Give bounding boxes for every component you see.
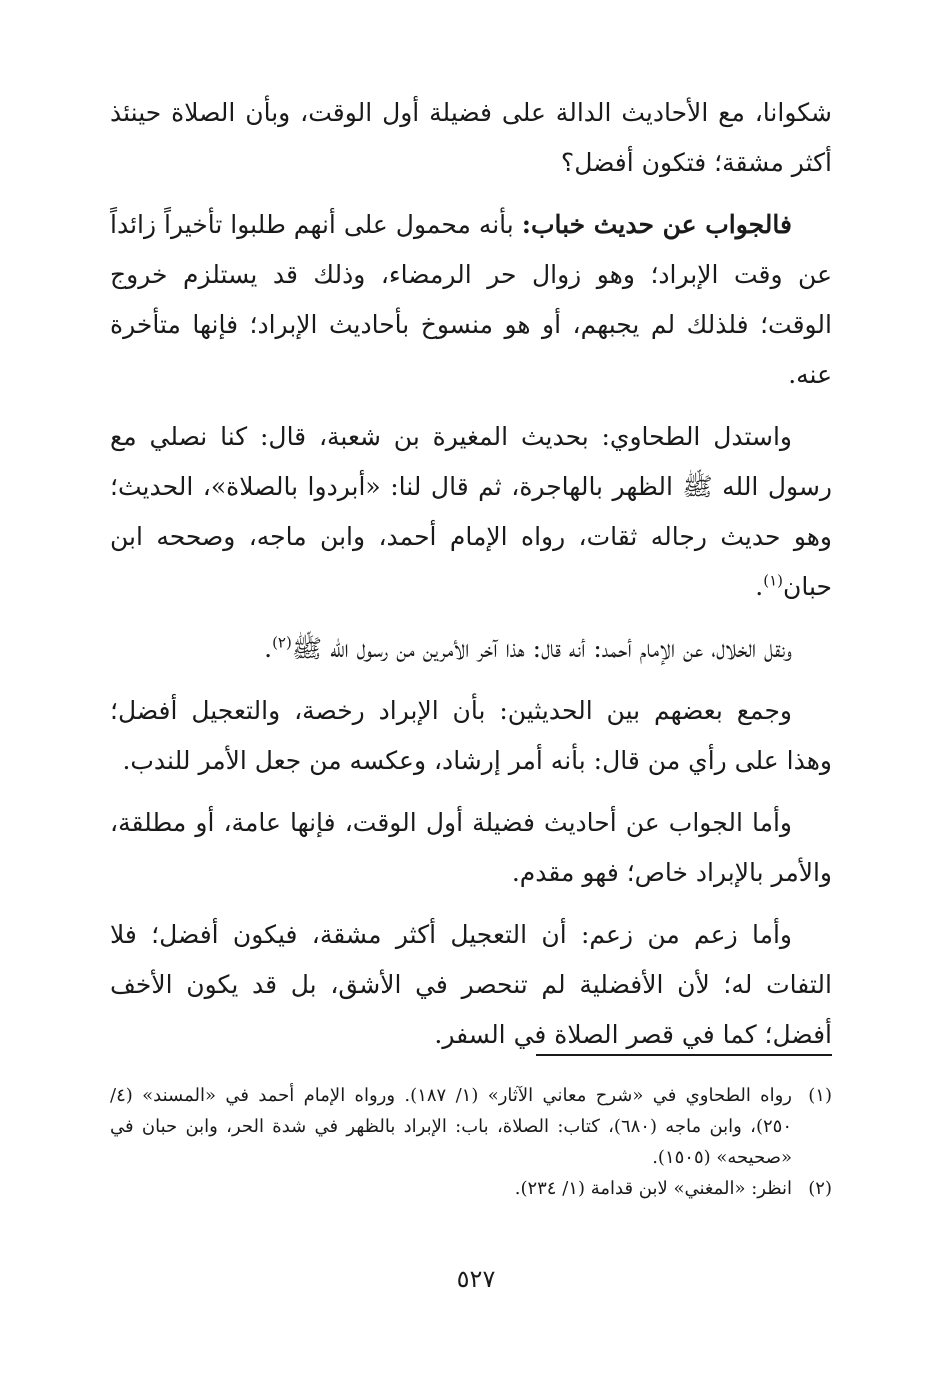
paragraph-text: وجمع بعضهم بين الحديثين: بأن الإبراد رخصة، والتعجيل أفضل؛ وهذا على رأي من قال: بأنه أمر إرشاد، وعكسه من جعل الأمر للندب. (110, 696, 832, 775)
paragraph-answer-first-time (110, 798, 832, 898)
paragraph-end: . (755, 572, 764, 601)
paragraph-end: . (264, 634, 273, 663)
paragraph-tahawi (110, 412, 832, 612)
paragraph-reconcile (110, 686, 832, 786)
footnote-divider (536, 1054, 832, 1056)
footnotes (110, 1080, 832, 1204)
paragraph-hardship (110, 910, 832, 1060)
footnote-2 (110, 1173, 832, 1204)
paragraph-text: وأما الجواب عن أحاديث فضيلة أول الوقت، فإنها عامة، أو مطلقة، والأمر بالإبراد خاص؛ فهو مقدم. (110, 808, 832, 887)
footnote-text: انظر: «المغني» لابن قدامة (١/ ٢٣٤). (514, 1178, 792, 1199)
paragraph-continuation (110, 88, 832, 188)
footnote-1 (110, 1080, 832, 1173)
paragraph-answer-khabbab (110, 200, 832, 400)
paragraph-text: شكوانا، مع الأحاديث الدالة على فضيلة أول الوقت، وبأن الصلاة حينئذ أكثر مشقة؛ فتكون أفضل؟ (110, 98, 832, 177)
paragraph-text: وأما زعم من زعم: أن التعجيل أكثر مشقة، فيكون أفضل؛ فلا التفات له؛ لأن الأفضلية لم تنحصر في الأشق، بل قد يكون الأخف أفضل؛ كما في قصر الصلاة في السفر. (110, 920, 832, 1049)
paragraph-text: بأنه محمول على أنهم طلبوا تأخيراً زائداً عن وقت الإبراد؛ وهو زوال حر الرمضاء، وذلك قد يستلزم خروج الوقت؛ فلذلك لم يجبهم، أو هو منسوخ بأحاديث الإبراد؛ فإنها متأخرة عنه. (110, 210, 832, 389)
paragraph-lead: فالجواب عن حديث خباب: (521, 210, 792, 239)
footnote-number: (٢) (808, 1178, 832, 1199)
main-text (110, 88, 832, 1072)
footnote-ref-2[interactable]: (٢) (272, 633, 292, 652)
page-number: ٥٢٧ (456, 1265, 496, 1293)
footnote-text: رواه الطحاوي في «شرح معاني الآثار» (١/ ١٨٧). ورواه الإمام أحمد في «المسند» (٤/ ٢٥٠)، وابن ماجه (٦٨٠)، كتاب: الصلاة، باب: الإبراد بالظهر في شدة الحر، وابن حبان في «صحيحه» (١٥٠٥). (110, 1085, 793, 1168)
footnote-number: (١) (808, 1085, 832, 1106)
paragraph-khallal (110, 624, 832, 674)
paragraph-text: واستدل الطحاوي: بحديث المغيرة بن شعبة، قال: كنا نصلي مع رسول الله ﷺ الظهر بالهاجرة، ثم قال لنا: «أبردوا بالصلاة»، الحديث؛ وهو حديث رجاله ثقات، رواه الإمام أحمد، وابن ماجه، وصححه ابن حبان (110, 422, 832, 601)
footnote-ref-1[interactable]: (١) (763, 571, 784, 590)
paragraph-text: ونقل الخلال، عن الإمام أحمد: أنه قال: هذا آخر الأمرين من رسول الله ﷺ (291, 634, 792, 663)
